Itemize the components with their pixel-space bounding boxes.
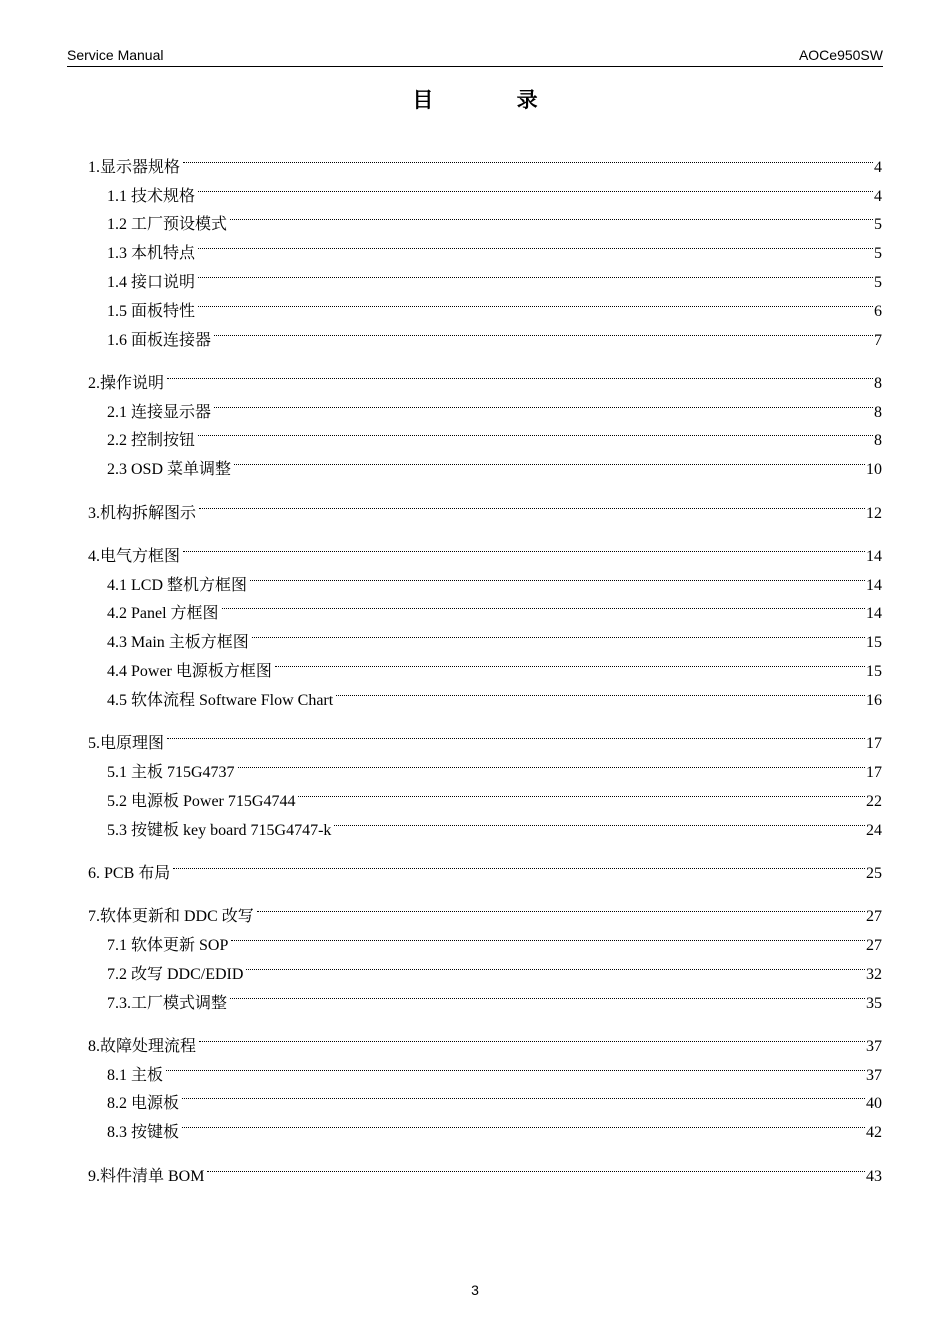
toc-entry-label: 2.操作说明 [88,374,165,392]
toc-leader-dots [230,979,865,1008]
toc-entry-label: 4.3 Main 主板方框图 [107,634,249,652]
toc-entry-label: 4.1 LCD 整机方框图 [107,576,248,594]
toc-entry-page: 15 [866,663,882,681]
toc-leader-dots [183,532,865,561]
toc-leader-dots [214,388,873,417]
toc-subentry[interactable] [88,201,882,234]
toc-entry-label: 1.5 面板特性 [107,302,196,320]
toc-section [88,719,882,839]
toc-entry[interactable] [88,143,882,176]
toc-entry-page: 6 [874,302,882,320]
toc-leader-dots [246,950,865,979]
table-of-contents [88,143,882,1195]
toc-entry-label: 8.3 按键板 [107,1124,180,1142]
toc-entry-label: 1.1 技术规格 [107,187,196,205]
toc-leader-dots [198,258,873,287]
toc-entry-label: 7.软体更新和 DDC 改写 [88,908,254,926]
toc-leader-dots [257,892,865,921]
toc-subentry[interactable] [88,1108,882,1142]
toc-leader-dots [167,719,865,748]
toc-section [88,1022,882,1142]
toc-entry-page: 5 [874,245,882,263]
toc-subentry[interactable] [88,417,882,450]
toc-entry-label: 1.6 面板连接器 [107,331,212,349]
toc-section [88,143,882,349]
toc-entry-page: 14 [866,576,882,594]
toc-leader-dots [336,676,865,705]
toc-subentry[interactable] [88,316,882,349]
toc-entry-page: 14 [866,605,882,623]
toc-entry-page: 4 [874,158,882,176]
toc-entry-label: 7.1 软体更新 SOP [107,936,229,954]
toc-entry[interactable] [88,532,882,565]
toc-leader-dots [198,172,873,201]
toc-leader-dots [182,1080,865,1109]
toc-entry[interactable] [88,1152,882,1185]
toc-entry-page: 17 [866,763,882,781]
toc-entry-page: 40 [866,1095,882,1113]
toc-entry-page: 35 [866,994,882,1012]
toc-leader-dots [173,849,865,878]
toc-leader-dots [207,1152,865,1181]
page-header [67,46,883,67]
toc-entry-page: 4 [874,187,882,205]
toc-subentry[interactable] [88,1051,882,1084]
toc-leader-dots [250,561,865,590]
toc-subentry[interactable] [88,445,882,479]
toc-entry-page: 25 [866,864,882,882]
toc-subentry[interactable] [88,1080,882,1113]
toc-entry-label: 8.故障处理流程 [88,1037,197,1055]
toc-entry-page: 37 [866,1037,882,1055]
toc-entry-page: 16 [866,691,882,709]
toc-entry-label: 2.2 控制按钮 [107,432,196,450]
toc-entry-page: 22 [866,792,882,810]
toc-entry-page: 17 [866,735,882,753]
toc-entry-page: 43 [866,1167,882,1185]
toc-leader-dots [198,229,873,258]
toc-entry-label: 3.机构拆解图示 [88,504,197,522]
toc-entry-page: 15 [866,634,882,652]
toc-leader-dots [183,143,873,172]
toc-entry-page: 5 [874,273,882,291]
toc-entry-page: 14 [866,547,882,565]
toc-entry-page: 8 [874,374,882,392]
toc-leader-dots [198,417,873,446]
toc-leader-dots [231,921,865,950]
toc-subentry[interactable] [88,388,882,421]
toc-entry-label: 4.2 Panel 方框图 [107,605,219,623]
toc-entry-page: 5 [874,216,882,234]
toc-leader-dots [222,590,865,619]
toc-leader-dots [334,806,865,835]
toc-entry-label: 5.3 按键板 key board 715G4747-k [107,821,332,839]
toc-entry-label: 4.5 软体流程 Software Flow Chart [107,691,334,709]
toc-entry-label: 7.3.工厂模式调整 [107,994,228,1012]
toc-leader-dots [198,287,873,316]
toc-entry-label: 8.1 主板 [107,1066,164,1084]
toc-entry[interactable] [88,849,882,882]
toc-entry-label: 5.2 电源板 Power 715G4744 [107,792,296,810]
toc-entry-label: 1.2 工厂预设模式 [107,216,228,234]
toc-leader-dots [199,1022,865,1051]
toc-section [88,849,882,882]
toc-entry-page: 8 [874,432,882,450]
toc-section [88,532,882,709]
toc-section [88,359,882,479]
toc-section [88,1152,882,1185]
toc-entry-label: 1.显示器规格 [88,158,181,176]
toc-subentry[interactable] [88,561,882,594]
toc-section [88,489,882,522]
toc-entry-page: 7 [874,331,882,349]
toc-entry-page: 27 [866,936,882,954]
header-manual-title: Service Manual [67,47,164,63]
toc-leader-dots [238,748,865,777]
toc-leader-dots [214,316,873,345]
toc-entry-page: 24 [866,821,882,839]
toc-entry-label: 8.2 电源板 [107,1095,180,1113]
toc-leader-dots [275,647,865,676]
toc-leader-dots [230,201,873,230]
toc-leader-dots [167,359,873,388]
toc-subentry[interactable] [88,172,882,205]
toc-entry-page: 12 [866,504,882,522]
toc-subentry[interactable] [88,287,882,320]
toc-entry-label: 9.料件清单 BOM [88,1167,205,1185]
toc-leader-dots [298,777,865,806]
toc-entry[interactable] [88,892,882,926]
toc-entry-page: 37 [866,1066,882,1084]
toc-entry-page: 8 [874,403,882,421]
toc-entry-label: 4.电气方框图 [88,547,181,565]
toc-entry-label: 5.电原理图 [88,735,165,753]
toc-entry-label: 2.3 OSD 菜单调整 [107,461,232,479]
toc-leader-dots [166,1051,865,1080]
toc-entry-label: 7.2 改写 DDC/EDID [107,965,244,983]
toc-entry-label: 4.4 Power 电源板方框图 [107,663,272,681]
toc-entry-label: 2.1 连接显示器 [107,403,212,421]
toc-leader-dots [199,489,865,518]
toc-entry-page: 32 [866,965,882,983]
toc-entry-page: 27 [866,908,882,926]
header-model-number: AOCe950SW [798,47,883,63]
toc-entry-label: 1.3 本机特点 [107,245,196,263]
toc-subentry[interactable] [88,229,882,263]
toc-leader-dots [234,445,865,474]
toc-entry[interactable] [88,719,882,753]
page-number: 3 [471,1282,479,1298]
toc-subentry[interactable] [88,258,882,291]
page-title: 目 录 [412,88,576,112]
toc-leader-dots [252,618,865,647]
toc-entry-label: 6. PCB 布局 [88,864,171,882]
toc-entry-page: 10 [866,461,882,479]
toc-subentry[interactable] [88,748,882,781]
toc-entry-label: 1.4 接口说明 [107,273,196,291]
toc-leader-dots [182,1108,865,1137]
toc-entry-page: 42 [866,1124,882,1142]
toc-entry-label: 5.1 主板 715G4737 [107,763,235,781]
toc-section [88,892,882,1012]
toc-entry[interactable] [88,359,882,392]
toc-entry[interactable] [88,1022,882,1055]
toc-entry[interactable] [88,489,882,522]
